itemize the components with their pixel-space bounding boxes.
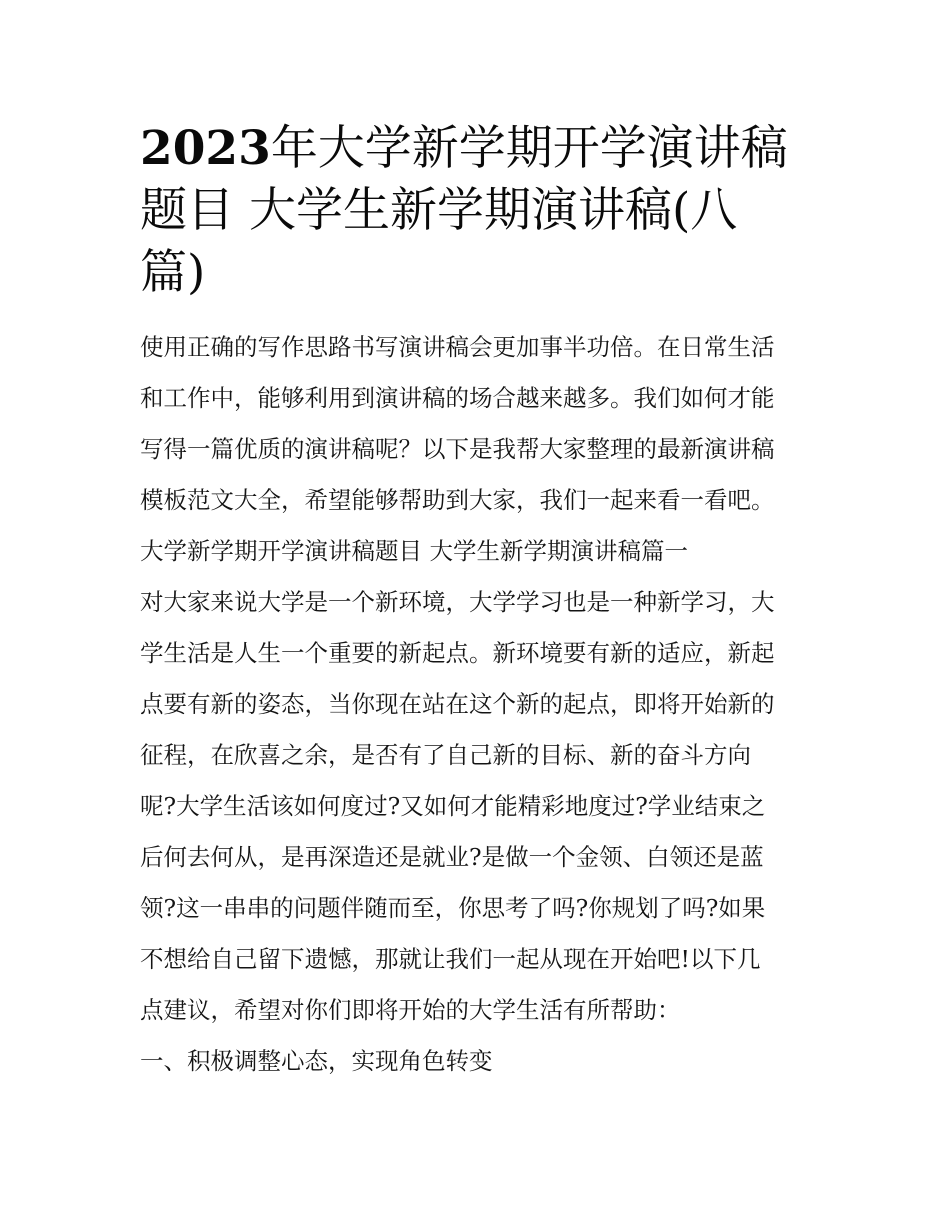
intro-line: 使用正确的写作思路书写演讲稿会更加事半功倍。在日常生活 [140,333,775,361]
document-content [140,118,812,1087]
intro-line: 模板范文大全，希望能够帮助到大家，我们一起来看一看吧。 [140,486,775,514]
intro-paragraph [140,322,812,526]
body-line: 不想给自己留下遗憾，那就让我们一起从现在开始吧!以下几 [140,945,761,973]
body-line: 点建议，希望对你们即将开始的大学生活有所帮助： [140,996,681,1024]
section-heading [140,526,812,577]
body-line: 点要有新的姿态，当你现在站在这个新的起点，即将开始新的 [140,690,775,718]
title-line-1 [140,118,812,180]
body-line: 对大家来说大学是一个新环境，大学学习也是一种新学习，大 [140,588,775,616]
subheading-text: 一、积极调整心态，实现角色转变 [140,1047,493,1075]
section-heading-text: 大学新学期开学演讲稿题目 大学生新学期演讲稿篇一 [140,537,688,565]
body-paragraph [140,577,812,1036]
body-line: 呢?大学生活该如何度过?又如何才能精彩地度过?学业结束之 [140,792,766,820]
body-line: 征程，在欣喜之余，是否有了自己新的目标、新的奋斗方向 [140,741,751,769]
body-line: 后何去何从，是再深造还是就业?是做一个金领、白领还是蓝 [140,843,764,871]
intro-line: 写得一篇优质的演讲稿呢？以下是我帮大家整理的最新演讲稿 [140,435,775,463]
intro-line: 和工作中，能够利用到演讲稿的场合越来越多。我们如何才能 [140,384,775,412]
title-line-1-text: 年大学新学期开学演讲稿 [270,121,788,176]
subheading [140,1036,812,1087]
title-line-2: 题目 大学生新学期演讲稿(八 [140,183,738,238]
body-line: 领?这一串串的问题伴随而至，你思考了吗?你规划了吗?如果 [140,894,766,922]
body-line: 学生活是人生一个重要的新起点。新环境要有新的适应，新起 [140,639,775,667]
document-title [140,118,812,304]
title-line-3: 篇) [140,245,206,300]
title-year: 2023 [140,121,271,176]
